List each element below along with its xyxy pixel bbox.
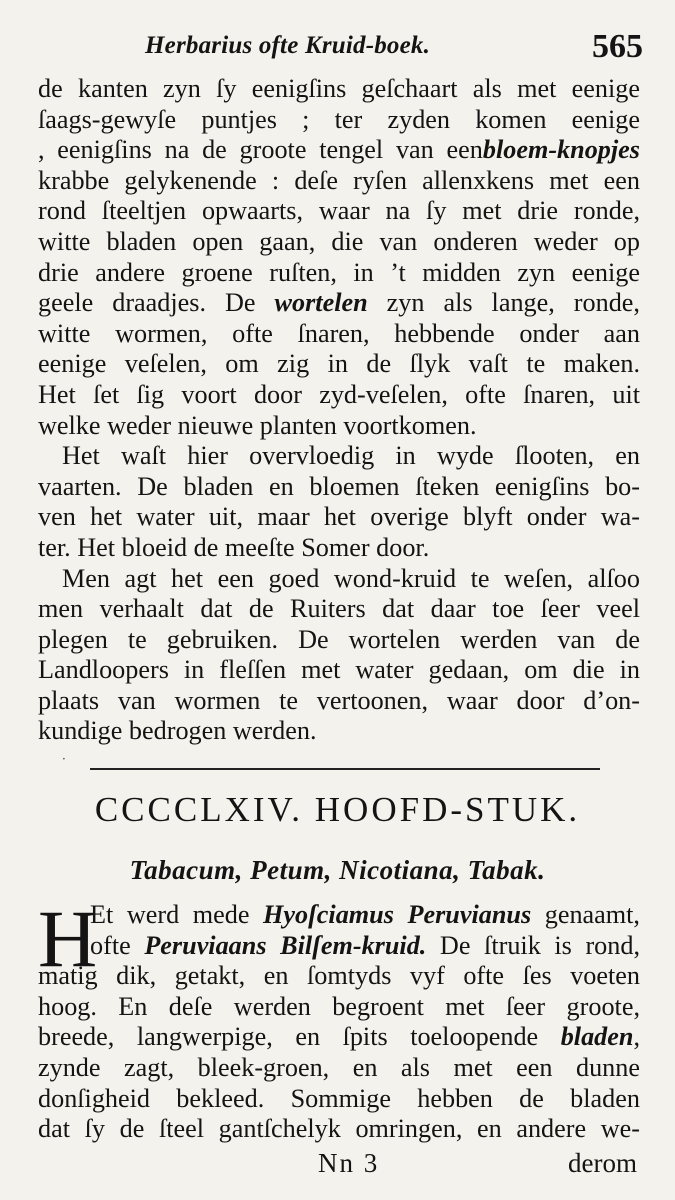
text-line — [38, 441, 640, 472]
italic-term: Hyoſciamus Peruvianus — [263, 900, 532, 929]
text-line — [38, 74, 640, 105]
paragraph-habitat — [38, 441, 640, 563]
text-run: ter. Het bloeid de meeſte Somer door. — [38, 532, 430, 562]
ink-mark: · — [62, 752, 66, 766]
chapter-subtitle: Tabacum, Petum, Nicotiana, Tabak. — [129, 855, 546, 885]
text-run: witte wormen, ofte ſnaren, hebbende onder aan — [38, 318, 640, 348]
text-run: donſigheid bekleed. Sommige hebben de bladen — [38, 1083, 640, 1113]
text-line — [38, 961, 640, 992]
text-line — [38, 135, 640, 166]
text-line — [38, 1022, 640, 1053]
text-run: eenige veſelen, om zig in de ſlyk vaſt te maken. — [38, 349, 640, 379]
page-footer — [0, 1148, 675, 1188]
page-number: 565 — [592, 28, 643, 65]
text-line — [38, 319, 640, 350]
text-run: Et werd mede — [90, 900, 263, 929]
text-run: De ſtruik is rond, — [426, 930, 640, 960]
text-line — [38, 411, 640, 442]
text-line — [38, 380, 640, 411]
italic-term: bladen — [560, 1022, 634, 1052]
page-header — [0, 28, 675, 72]
text-line — [38, 349, 640, 380]
text-run: ofte — [90, 930, 145, 960]
text-run: Het ſet ſig voort door zyd-veſelen, ofte ſnaren, uit — [38, 379, 640, 409]
text-run: men verhaalt dat de Ruiters dat daar toe ſeer veel — [38, 594, 640, 624]
text-run: ſaags-gewyſe puntjes ; ter zyden komen eenige — [38, 104, 640, 134]
italic-term: Peruviaans Bilſem-kruid. — [144, 930, 427, 960]
text-line — [38, 1114, 640, 1145]
text-run: dat ſy de ſteel gantſchelyk omringen, en andere we- — [38, 1114, 640, 1144]
text-run: breede, langwerpige, en ſpits toeloopende — [38, 1022, 561, 1052]
section-divider-rule — [90, 768, 600, 770]
text-run: Men agt het een goed wond-kruid te weſen, alſoo — [62, 563, 640, 593]
paragraph-description-end — [38, 74, 640, 441]
text-line — [38, 166, 640, 197]
catchword: derom — [568, 1148, 637, 1178]
text-line — [38, 1053, 640, 1084]
text-line — [38, 1084, 640, 1115]
text-line — [38, 227, 640, 258]
text-line — [38, 196, 640, 227]
text-run: drie andere groene ruſten, in ’t midden zyn eenige — [38, 257, 640, 287]
text-line — [38, 105, 640, 136]
text-run: Het waſt hier overvloedig in wyde ſlooten, en — [62, 441, 640, 471]
text-line — [38, 288, 640, 319]
text-line — [38, 992, 640, 1023]
italic-term: bloem-knopjes — [482, 135, 640, 165]
text-run: kundige bedrogen werden. — [38, 716, 317, 746]
text-run: de kanten zyn ſy eenigſins geſchaart als met eenige — [38, 74, 640, 103]
text-line — [38, 716, 640, 747]
text-run: geele draadjes. De — [38, 288, 275, 318]
chapter-heading: CCCCLXIV. HOOFD-STUK. — [94, 790, 581, 829]
text-run: ven het water uit, maar het overige blyft onder wa- — [38, 502, 640, 532]
paragraph-uses — [38, 564, 640, 748]
text-line — [38, 686, 640, 717]
text-line — [38, 533, 640, 564]
text-line — [38, 900, 640, 931]
paragraph-tabacum — [38, 893, 640, 1145]
text-run: genaamt, — [531, 900, 640, 929]
text-line — [38, 564, 640, 595]
text-line — [38, 655, 640, 686]
signature-mark: Nn 3 — [318, 1148, 380, 1178]
text-run: witte bladen open gaan, die van onderen weder op — [38, 226, 640, 256]
text-run: hoog. En deſe werden begroent met ſeer groote, — [38, 991, 640, 1021]
italic-term: wortelen — [274, 288, 368, 318]
text-run: matig dik, getakt, en ſomtyds vyf ofte ſes voeten — [38, 961, 640, 991]
text-run: , — [633, 1022, 640, 1052]
text-run: plegen te gebruiken. De wortelen werden van de — [38, 624, 640, 654]
text-line — [38, 502, 640, 533]
text-line — [38, 594, 640, 625]
text-run: zyn als lange, ronde, — [367, 288, 640, 318]
text-line — [38, 625, 640, 656]
text-run: , eenigſins na de groote tengel van een — [38, 135, 483, 165]
text-line — [38, 931, 640, 962]
running-title: Herbarius ofte Kruid-boek. — [145, 32, 431, 59]
text-run: vaarten. De bladen en bloemen ſteken eenigſins bo- — [38, 471, 640, 501]
text-run: plaats van wormen te vertoonen, waar door d’on- — [38, 685, 640, 715]
body-text — [38, 74, 640, 747]
text-line — [38, 258, 640, 289]
drop-cap: H — [38, 893, 98, 984]
text-run: Landloopers in fleſſen met water gedaan, om die in — [38, 655, 640, 685]
text-run: welke weder nieuwe planten voortkomen. — [38, 410, 477, 440]
text-run: krabbe gelykenende : deſe ryſen allenxkens met een — [38, 165, 640, 195]
text-line — [38, 472, 640, 503]
text-run: rond ſteeltjen opwaarts, waar na ſy met drie ronde, — [38, 196, 640, 226]
text-run: zynde zagt, bleek-groen, en als met een dunne — [38, 1052, 640, 1082]
